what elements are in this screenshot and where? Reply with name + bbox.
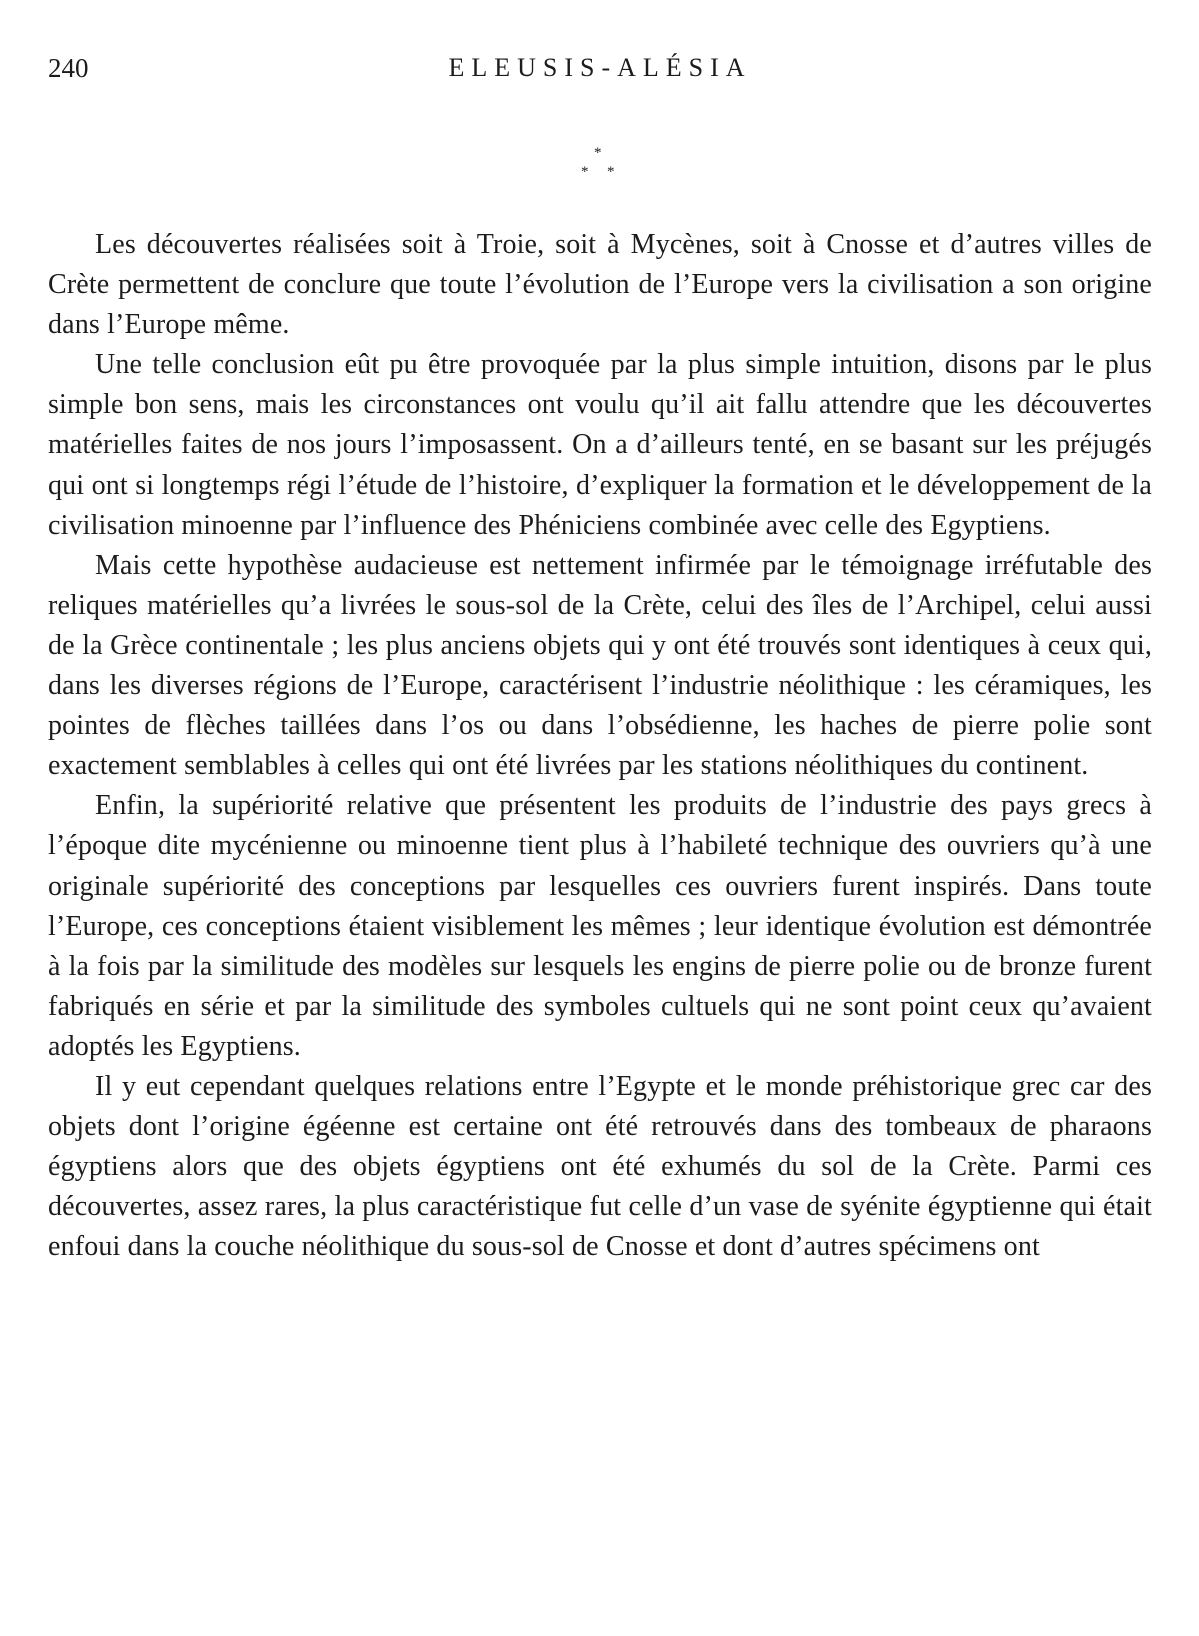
page-number: 240 xyxy=(48,53,89,83)
running-head xyxy=(48,48,1152,88)
book-page xyxy=(48,0,1152,1636)
asterism-star: * xyxy=(581,164,589,180)
asterism-star: * xyxy=(607,164,615,180)
paragraph: Une telle conclusion eût pu être provoquée par la plus simple intuition, disons par le plus simple bon sens, mais les circonstances ont voulu qu’il ait fallu attendre que les découvertes matérielles faites de nos jours l’imposassent. On a d’ailleurs tenté, en se basant sur les préjugés qui ont si longtemps régi l’étude de l’histoire, d’expliquer la formation et le développement de la civilisation minoenne par l’influence des Phéniciens combinée avec celle des Egyptiens. xyxy=(48,349,1152,541)
body-text xyxy=(48,225,1152,1267)
paragraph: Les découvertes réalisées soit à Troie, soit à Mycènes, soit à Cnosse et d’autres villes de Crète permettent de conclure que toute l’évolution de l’Europe vers la civilisation a son origine dans l’Europe même. xyxy=(48,229,1152,341)
paragraph: Mais cette hypothèse audacieuse est nettement infirmée par le témoignage irréfutable des reliques matérielles qu’a livrées le sous-sol de la Crète, celui des îles de l’Archipel, celui aussi de la Grèce continentale ; les plus anciens objets qui y ont été trouvés sont identiques à ceux qui, dans les diverses régions de l’Europe, caractérisent l’industrie néolithique : les céramiques, les pointes de flèches taillées dans l’os ou dans l’obsédienne, les haches de pierre polie sont exactement semblables à celles qui ont été livrées par les stations néolithiques du continent. xyxy=(48,549,1152,782)
asterism-separator xyxy=(572,146,632,186)
paragraph: Il y eut cependant quelques relations entre l’Egypte et le monde préhistorique grec car des objets dont l’origine égéenne est certaine ont été retrouvés dans des tombeaux de pharaons égyptiens alors que des objets égyptiens ont été exhumés du sol de la Crète. Parmi ces découvertes, assez rares, la plus caractéristique fut celle d’un vase de syénite égyptienne qui était enfoui dans la couche néolithique du sous-sol de Cnosse et dont d’autres spécimens ont xyxy=(48,1070,1152,1263)
asterism-star: * xyxy=(594,145,602,161)
paragraph: Enfin, la supériorité relative que présentent les produits de l’industrie des pays grecs à l’époque dite mycénienne ou minoenne tient plus à l’habileté technique des ouvriers qu’à une originale supériorité des conceptions par lesquelles ces ouvriers furent inspirés. Dans toute l’Europe, ces conceptions étaient visiblement les mêmes ; leur identique évolution est démontrée à la fois par la similitude des modèles sur lesquels les engins de pierre polie ou de bronze furent fabriqués en série et par la similitude des symboles cultuels qui ne sont point ceux qu’avaient adoptés les Egyptiens. xyxy=(48,790,1152,1062)
running-title: ELEUSIS-ALÉSIA xyxy=(448,53,752,82)
